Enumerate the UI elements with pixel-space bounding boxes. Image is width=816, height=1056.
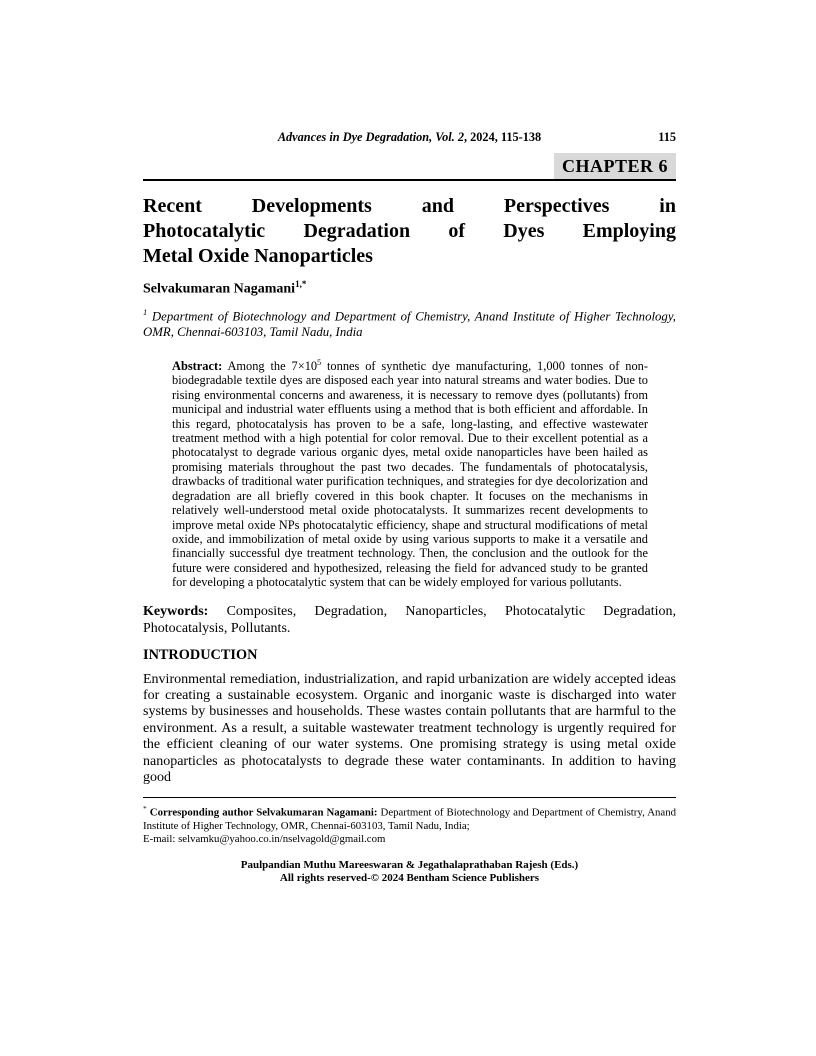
introduction-paragraph: Environmental remediation, industrialization, and rapid urbanization are widely accepted ideas for creating a sustainable ecosystem. Organic and inorganic waste is discharged into water systems by businesses and households. These wastes contain pollutants that are harmful to the environment. As a result, a suitable wastewater treatment technology is urgently required for the efficient cleaning of our water systems. One promising strategy is using metal oxide nanoparticles as photocatalysts to degrade these water contaminants. In addition to having good [143,671,676,785]
keywords-label: Keywords: [143,603,209,619]
abstract-exponent: 5 [317,357,322,367]
page-number: 115 [658,130,676,144]
chapter-title-line-1: Recent Developments and Perspectives in [143,195,676,217]
introduction-heading: INTRODUCTION [143,646,258,663]
author-affiliation-marker: 1,* [295,279,307,289]
abstract [172,356,648,590]
abstract-label: Abstract: [172,359,223,374]
author-line [143,276,676,298]
chapter-title-line-2: Photocatalytic Degradation of Dyes Employing [143,220,676,242]
abstract-text-body: tonnes of synthetic dye manufacturing, 1,000 tonnes of non-biodegradable textile dyes are disposed each year into natural streams and water bodies. Due to rising environmental concerns and awareness, it is necessary to remove dyes (pollutants) from municipal and industrial water effluents using a method that is both efficient and affordable. In this regard, photocatalysis has proven to be a safe, long-lasting, and effective wastewater treatment method with a high potential for color removal. Due to their excellent potential as a photocatalyst to degrade various organic dyes, metal oxide nanoparticles have been hailed as promising materials throughout the past two decades. The fundamentals of photocatalysis, drawbacks of traditional water purification techniques, and strategies for dye decolorization and degradation are all briefly covered in this book chapter. It focuses on the mechanisms in relatively well-understood metal oxide photocatalysts. It summarizes recent developments to improve metal oxide NPs photocatalytic efficiency, shape and structural modifications of metal oxide, and immobilization of metal oxide by using various supports to make it a versatile and financially successful dye treatment technology. Then, the conclusion and the outlook for the future were considered and hypothesized, releasing the field for advanced study to be granted for developing a photocatalytic system that can be widely employed for various pollutants. [172,359,648,590]
footnote-label: Corresponding author Selvakumaran Nagamani: [149,806,378,819]
editors-line: Paulpandian Muthu Mareeswaran & Jegathalaprathaban Rajesh (Eds.) [240,858,579,871]
keywords [143,603,676,638]
affiliation [143,304,676,341]
abstract-text-start: Among the 7×10 [227,359,318,374]
affiliation-marker: 1 [143,306,148,317]
chapter-title [143,194,676,269]
footnote-marker: * [143,804,147,814]
keywords-text: Composites, Degradation, Nanoparticles, Photocatalytic Degradation, Photocatalysis, Pollutants. [143,603,676,637]
publisher-footer [143,859,676,886]
journal-citation-italic: Advances in Dye Degradation, Vol. 2 [277,130,464,144]
affiliation-text: Department of Biotechnology and Department of Chemistry, Anand Institute of Higher Technology, OMR, Chennai-603103, Tamil Nadu, India [143,308,676,340]
chapter-header-rule [143,153,676,181]
author-name: Selvakumaran Nagamani [143,281,296,297]
footnote-email: E-mail: selvamku@yahoo.co.in/nselvagold@gmail.com [143,833,386,846]
footnote-text: Department of Biotechnology and Department of Chemistry, Anand Institute of Higher Technology, OMR, Chennai-603103, Tamil Nadu, India; [143,806,677,833]
journal-citation-rest: , 2024, 115-138 [463,130,542,144]
corresponding-author-footnote [143,798,676,846]
running-header [143,130,676,145]
chapter-badge: CHAPTER 6 [554,153,676,179]
chapter-title-line-3: Metal Oxide Nanoparticles [143,245,373,267]
rights-line: All rights reserved-© 2024 Bentham Science Publishers [279,872,540,885]
